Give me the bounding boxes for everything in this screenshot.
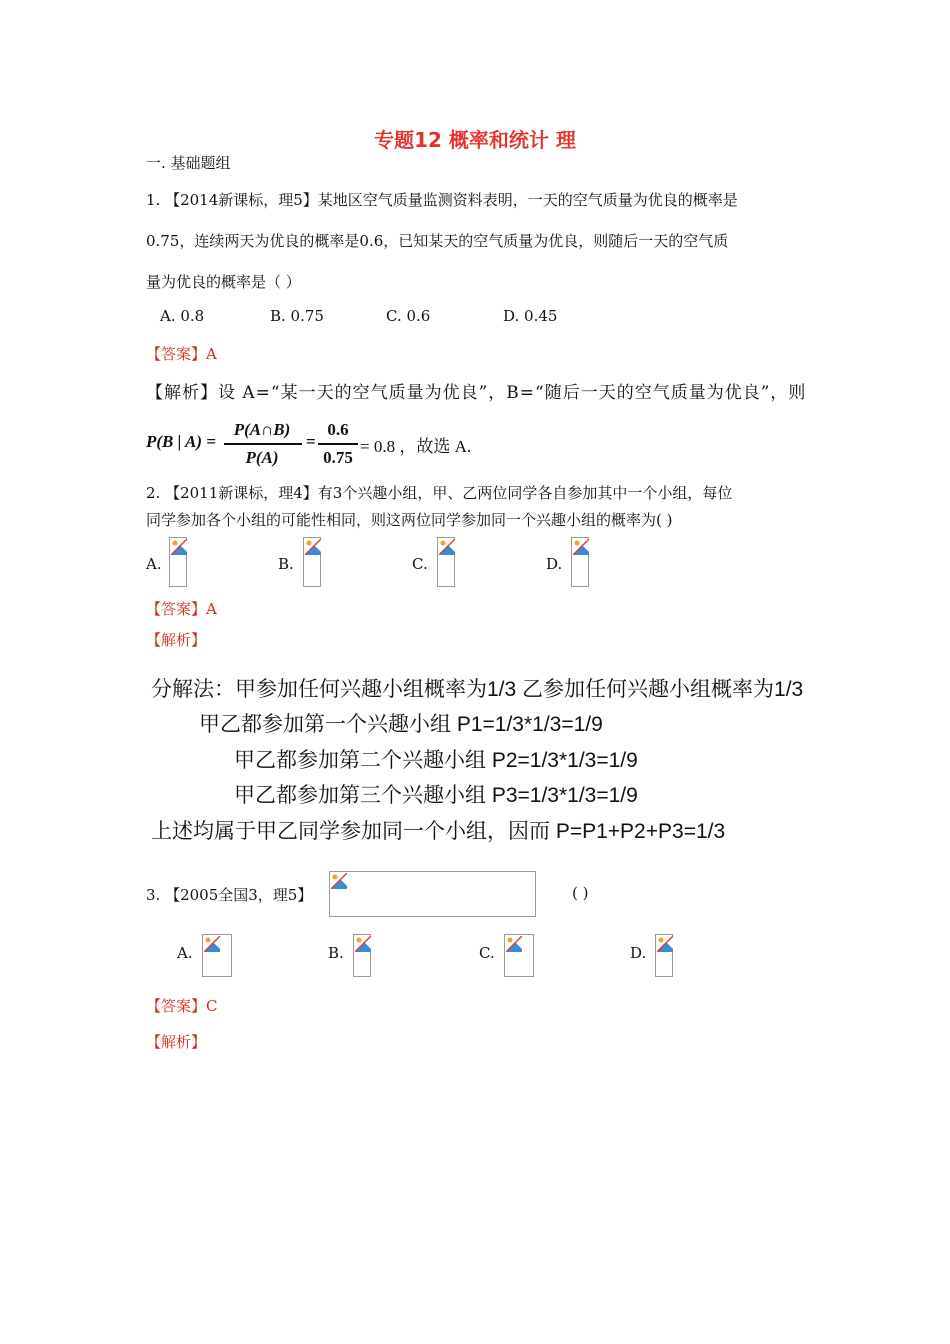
q2-option-c-image-icon [437, 537, 455, 587]
q1-option-b: B. 0.75 [270, 307, 324, 325]
solution-line-2: 甲乙都参加第一个兴趣小组 P1=1/3*1/3=1/9 [199, 713, 603, 736]
formula-numerator-2: 0.6 [327, 420, 349, 439]
q2-option-d-label: D. [546, 555, 563, 573]
formula-denominator-1: P(A) [245, 448, 279, 467]
q1-line-1: 1. 【2014新课标，理5】某地区空气质量监测资料表明，一天的空气质量为优良的概率是 [146, 191, 738, 209]
q1-option-a: A. 0.8 [160, 307, 205, 325]
page-title: 专题12 概率和统计 理 [374, 128, 576, 152]
q3-option-c-image-icon [504, 934, 534, 977]
q1-line-3: 量为优良的概率是（ ） [146, 273, 301, 291]
q1-option-c: C. 0.6 [386, 307, 431, 325]
q2-option-a-image-icon [169, 537, 187, 587]
fraction-bar-2 [318, 443, 358, 445]
section-heading: 一. 基础题组 [146, 154, 231, 172]
formula-denominator-2: 0.75 [323, 448, 353, 467]
q3-option-d-label: D. [630, 944, 647, 962]
q3-label: 3. 【2005全国3，理5】 [146, 886, 313, 904]
formula-result: = 0.8 ，故选 A. [360, 437, 472, 456]
q3-stem-image-icon [329, 871, 536, 917]
solution-line-1: 分解法：甲参加任何兴趣小组概率为1/3 乙参加任何兴趣小组概率为1/3 [151, 678, 804, 701]
q2-explanation-label: 【解析】 [146, 631, 207, 649]
q2-option-a-label: A. [146, 555, 162, 573]
q2-line-2: 同学参加各个小组的可能性相同，则这两位同学参加同一个兴趣小组的概率为( ) [146, 511, 673, 529]
q3-option-a-label: A. [177, 944, 193, 962]
q3-option-b-image-icon [353, 934, 371, 977]
q2-answer: 【答案】A [146, 600, 217, 618]
formula-equals: = [306, 432, 316, 451]
solution-line-5: 上述均属于甲乙同学参加同一个小组，因而 P=P1+P2+P3=1/3 [151, 820, 726, 843]
q3-option-b-label: B. [328, 944, 344, 962]
q3-option-c-label: C. [479, 944, 495, 962]
q3-option-a-image-icon [202, 934, 232, 977]
solution-line-3: 甲乙都参加第二个兴趣小组 P2=1/3*1/3=1/9 [234, 749, 638, 772]
fraction-bar-1 [224, 443, 302, 445]
q2-option-b-label: B. [278, 555, 294, 573]
q2-option-c-label: C. [412, 555, 428, 573]
q1-line-2: 0.75，连续两天为优良的概率是0.6，已知某天的空气质量为优良，则随后一天的空气质 [146, 232, 729, 250]
q3-explanation-label: 【解析】 [146, 1033, 207, 1051]
solution-line-4: 甲乙都参加第三个兴趣小组 P3=1/3*1/3=1/9 [234, 784, 638, 807]
q2-line-1: 2. 【2011新课标，理4】有3个兴趣小组，甲、乙两位同学各自参加其中一个小组，每位 [146, 484, 733, 502]
formula-numerator-1: P(A∩B) [233, 420, 291, 439]
q2-option-b-image-icon [303, 537, 321, 587]
q3-answer-paren: ( ) [572, 884, 589, 902]
q2-option-d-image-icon [571, 537, 589, 587]
formula-lhs: P(B | A) = [146, 432, 216, 451]
q1-answer: 【答案】A [146, 345, 217, 363]
q3-answer: 【答案】C [146, 997, 218, 1015]
q1-option-d: D. 0.45 [503, 307, 558, 325]
q1-explanation: 【解析】设 A=“某一天的空气质量为优良”，B=“随后一天的空气质量为优良”，则 [146, 383, 807, 403]
q3-option-d-image-icon [655, 934, 673, 977]
